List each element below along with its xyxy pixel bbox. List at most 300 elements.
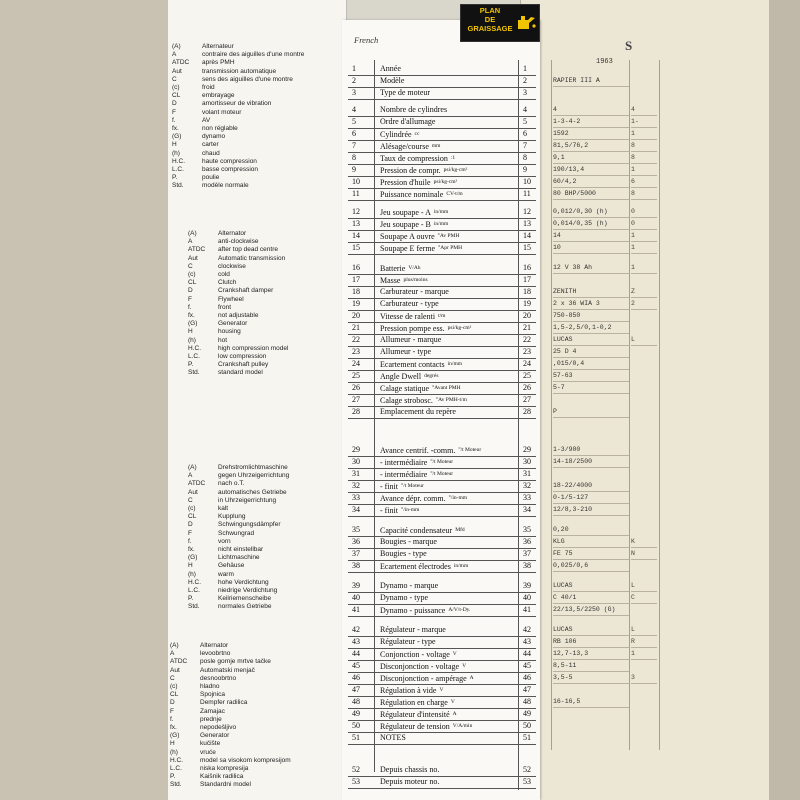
- spec-value: 60/4,2: [553, 176, 629, 188]
- legend-entry: [170, 683, 291, 691]
- row-number: 48: [352, 697, 360, 706]
- row-number: 42: [352, 625, 360, 634]
- plan-de-graissage-logo: [460, 4, 540, 42]
- legend-abbreviation: (A): [172, 43, 181, 50]
- legend-meaning: chaud: [202, 149, 220, 157]
- row-label-wrap: [380, 604, 470, 617]
- spec-value-next-column: K: [631, 536, 657, 548]
- legend-entry: [172, 68, 304, 76]
- legend-abbreviation: A: [188, 238, 193, 246]
- row-unit: A/V/t-Dy.: [448, 607, 471, 613]
- data-sheet-column-line: [629, 60, 630, 750]
- row-unit: °/t Moteur: [458, 447, 482, 453]
- row-label-wrap: [380, 406, 456, 418]
- row-number: 26: [352, 383, 360, 392]
- legend-abbreviation: Std.: [172, 182, 184, 190]
- legend-abbreviation: (c): [188, 271, 196, 279]
- spec-value: 1-3-4-2: [553, 116, 629, 128]
- legend-meaning: Clutch: [218, 279, 237, 287]
- legend-abbreviation: (G): [170, 732, 180, 740]
- legend-entry: [172, 43, 304, 51]
- row-number-right: 20: [523, 311, 531, 320]
- row-number-right: 39: [523, 581, 531, 590]
- data-sheet-year: 1963: [596, 58, 613, 66]
- legend-entry: [170, 691, 291, 699]
- row-unit: in/mm: [453, 563, 469, 569]
- legend-meaning: housing: [218, 328, 241, 336]
- legend-meaning: embrayage: [202, 92, 235, 100]
- row-number: 11: [352, 189, 360, 198]
- row-label: Pression pompe ess.: [380, 324, 445, 333]
- legend-entry: [188, 345, 288, 353]
- legend-meaning: Keilriemenscheibe: [218, 595, 272, 603]
- spec-row: [348, 604, 536, 617]
- legend-entry: [170, 708, 291, 716]
- row-number-right: 27: [523, 395, 531, 404]
- legend-meaning: low compression: [218, 353, 267, 361]
- legend-meaning: hot: [218, 336, 228, 344]
- legend-entry: [172, 84, 304, 92]
- row-unit: psi/kg-cm²: [443, 167, 468, 173]
- spec-row: [348, 504, 536, 517]
- row-number: 36: [352, 537, 360, 546]
- legend-entry: [188, 230, 288, 238]
- legend-entry: [188, 554, 289, 562]
- row-unit: °/t Moteur: [430, 459, 454, 465]
- row-label-wrap: [380, 580, 438, 592]
- logo-line-1: PLAN: [479, 6, 501, 15]
- legend-abbreviation: A: [170, 650, 175, 658]
- row-number-right: 22: [523, 335, 531, 344]
- legend-meaning: clockwise: [218, 262, 246, 270]
- row-number-right: 52: [523, 765, 531, 774]
- row-unit: plus/moins: [403, 277, 428, 283]
- spec-value-next-column: 4: [631, 104, 657, 116]
- legend-block: [172, 43, 304, 191]
- row-number-right: 1: [523, 64, 527, 73]
- legend-abbreviation: (c): [172, 84, 180, 92]
- row-label: - intermédiaire: [380, 470, 428, 479]
- row-unit: V: [462, 663, 467, 669]
- row-label: Ordre d'allumage: [380, 117, 436, 126]
- legend-meaning: Spojnica: [200, 691, 225, 699]
- legend-abbreviation: (h): [170, 748, 178, 756]
- row-number-right: 24: [523, 359, 531, 368]
- row-label: Ecartement contacts: [380, 360, 445, 369]
- row-number-right: 6: [523, 129, 527, 138]
- legend-meaning: volant moteur: [202, 108, 242, 116]
- spec-value: 18-22/4000: [553, 480, 629, 492]
- legend-meaning: modèle normale: [202, 182, 249, 190]
- spec-value: 14-18/2500: [553, 456, 629, 468]
- legend-meaning: not adjustable: [218, 312, 259, 320]
- row-label: Régulateur de tension: [380, 722, 450, 731]
- legend-abbreviation: P.: [188, 595, 194, 603]
- row-unit: °Avant PMH: [432, 385, 461, 391]
- row-number: 44: [352, 649, 360, 658]
- legend-abbreviation: CL: [188, 513, 197, 521]
- legend-abbreviation: H: [170, 740, 175, 748]
- row-unit: cc: [414, 131, 420, 137]
- legend-entry: [188, 521, 289, 529]
- legend-meaning: kučište: [200, 740, 221, 748]
- spec-value: 81,5/76,2: [553, 140, 629, 152]
- legend-meaning: model sa visokom kompresijom: [200, 756, 291, 764]
- spec-value-next-column: 8: [631, 188, 657, 200]
- legend-entry: [170, 781, 291, 789]
- spec-value-next-column: C: [631, 592, 657, 604]
- row-unit: °Av PMH-t/m: [435, 397, 467, 403]
- row-label: Allumeur - type: [380, 347, 432, 356]
- row-label-wrap: [380, 504, 419, 517]
- legend-entry: [170, 716, 291, 724]
- row-label-wrap: [380, 560, 468, 573]
- legend-entry: [188, 538, 289, 546]
- legend-meaning: Alternator: [200, 642, 229, 649]
- row-unit: °/t Moteur: [401, 483, 424, 489]
- spec-value: 12,7-13,3: [553, 648, 629, 660]
- legend-abbreviation: fx.: [188, 546, 195, 554]
- legend-entry: [188, 255, 288, 263]
- legend-meaning: Alternator: [218, 230, 247, 237]
- row-number-right: 35: [523, 525, 531, 534]
- spec-value-next-column: 0: [631, 218, 657, 230]
- legend-meaning: Schwingungsdämpfer: [218, 521, 281, 529]
- row-label: Conjonction - voltage: [380, 650, 450, 659]
- legend-entry: [188, 505, 289, 513]
- spec-value-next-column: 1: [631, 128, 657, 140]
- row-number-right: 37: [523, 549, 531, 558]
- legend-abbreviation: L.C.: [188, 587, 200, 595]
- legend-entry: [172, 59, 304, 67]
- legend-abbreviation: P.: [170, 773, 176, 781]
- legend-abbreviation: D: [172, 100, 177, 108]
- legend-meaning: levoobrtno: [200, 650, 231, 658]
- legend-entry: [188, 546, 289, 554]
- legend-entry: [188, 489, 289, 497]
- legend-entry: [188, 328, 288, 336]
- row-unit: °Apr PMH: [438, 245, 463, 251]
- legend-block: [170, 642, 291, 790]
- row-number: 1: [352, 64, 356, 73]
- spec-value: 0,012/0,30 (h): [553, 206, 629, 218]
- row-label-wrap: [380, 776, 439, 788]
- legend-entry: [188, 337, 288, 345]
- spec-value: ,015/0,4: [553, 358, 629, 370]
- legend-meaning: cold: [218, 271, 230, 279]
- row-label-wrap: [380, 87, 430, 99]
- row-number: 35: [352, 525, 360, 534]
- row-number-right: 12: [523, 207, 531, 216]
- legend-abbreviation: (c): [188, 505, 196, 513]
- legend-meaning: froid: [202, 84, 215, 92]
- row-number-right: 9: [523, 165, 527, 174]
- row-number-right: 13: [523, 219, 531, 228]
- spec-value: 2 x 36 WIA 3: [553, 298, 629, 310]
- row-number: 13: [352, 219, 360, 228]
- row-label: Capacité condensateur: [380, 526, 453, 535]
- legend-entry: [172, 76, 304, 84]
- data-sheet-corner-letter: S: [625, 38, 633, 53]
- row-unit: °/t Moteur: [430, 471, 454, 477]
- legend-meaning: AV: [202, 116, 211, 124]
- row-number: 25: [352, 371, 360, 380]
- legend-meaning: Gehäuse: [218, 562, 245, 570]
- row-number: 33: [352, 493, 360, 502]
- row-label: Taux de compression: [380, 154, 448, 163]
- legend-abbreviation: C: [172, 75, 177, 83]
- spec-value: 25 D 4: [553, 346, 629, 358]
- legend-entry: [188, 464, 289, 472]
- card-title: French: [354, 35, 379, 45]
- row-label: Année: [380, 64, 401, 73]
- legend-abbreviation: Aut: [188, 254, 198, 262]
- row-number: 40: [352, 593, 360, 602]
- legend-entry: [170, 773, 291, 781]
- row-number: 22: [352, 335, 360, 344]
- row-number: 14: [352, 231, 360, 240]
- legend-abbreviation: H: [188, 328, 193, 336]
- legend-abbreviation: D: [170, 699, 175, 707]
- row-number-right: 8: [523, 153, 527, 162]
- legend-meaning: kalt: [218, 505, 229, 513]
- row-label: Type de moteur: [380, 88, 431, 97]
- row-label: Allumeur - marque: [380, 335, 442, 344]
- row-label: Soupape E ferme: [380, 244, 436, 253]
- row-label-wrap: [380, 63, 401, 75]
- row-number: 19: [352, 299, 360, 308]
- spec-value-next-column: 1: [631, 648, 657, 660]
- row-unit: V/A/min: [452, 723, 473, 729]
- spec-value: LUCAS: [553, 334, 629, 346]
- legend-meaning: Generator: [218, 320, 248, 328]
- row-unit: in/mm: [433, 209, 449, 215]
- legend-abbreviation: C: [188, 496, 193, 504]
- row-number-right: 38: [523, 561, 531, 570]
- row-unit: °Av PMH: [437, 233, 460, 239]
- logo-line-2: DE: [484, 15, 496, 24]
- spec-value-next-column: 2: [631, 298, 657, 310]
- row-number-right: 23: [523, 347, 531, 356]
- legend-meaning: hladno: [200, 683, 220, 691]
- legend-entry: [188, 595, 289, 603]
- legend-abbreviation: (h): [188, 570, 196, 578]
- row-number-right: 31: [523, 469, 531, 478]
- legend-entry: [170, 650, 291, 658]
- row-number-right: 34: [523, 505, 531, 514]
- row-label: Avance centrif. -comm.: [380, 446, 456, 455]
- row-unit: degrés: [424, 373, 439, 379]
- row-label: Disconjonction - voltage: [380, 662, 460, 671]
- row-unit: :1: [450, 155, 456, 161]
- legend-meaning: after top dead centre: [218, 246, 278, 254]
- row-label: Jeu soupape - B: [380, 220, 431, 229]
- row-label: Régulateur - type: [380, 637, 436, 646]
- legend-entry: [188, 312, 288, 320]
- row-number: 28: [352, 407, 360, 416]
- legend-abbreviation: F: [188, 529, 192, 537]
- legend-abbreviation: H.C.: [170, 756, 183, 764]
- legend-abbreviation: C: [188, 262, 193, 270]
- row-label: Dynamo - puissance: [380, 606, 446, 615]
- row-number-right: 41: [523, 605, 531, 614]
- legend-abbreviation: fx.: [172, 125, 179, 133]
- row-label-wrap: [380, 286, 449, 298]
- legend-entry: [172, 100, 304, 108]
- row-number: 10: [352, 177, 360, 186]
- legend-entry: [188, 279, 288, 287]
- row-number-right: 36: [523, 537, 531, 546]
- spec-value: LUCAS: [553, 580, 629, 592]
- legend-entry: [172, 174, 304, 182]
- legend-abbreviation: f.: [188, 303, 192, 311]
- row-number: 38: [352, 561, 360, 570]
- spec-value: RAPIER III A: [553, 75, 629, 87]
- row-label-wrap: [380, 334, 441, 346]
- legend-abbreviation: ATDC: [188, 480, 206, 488]
- row-unit: CV-t/m: [446, 191, 463, 197]
- legend-entry: [188, 361, 288, 369]
- legend-entry: [188, 513, 289, 521]
- legend-meaning: desnoobrtno: [200, 674, 237, 682]
- legend-meaning: contraire des aiguilles d'une montre: [202, 51, 305, 59]
- legend-meaning: nicht einstellbar: [218, 546, 264, 554]
- row-label: Cylindrée: [380, 130, 412, 139]
- spec-value: 12/8,3-210: [553, 504, 629, 516]
- spec-value: C 40/1: [553, 592, 629, 604]
- spec-value-next-column: 1: [631, 242, 657, 254]
- row-number: 20: [352, 311, 360, 320]
- row-unit: in/mm: [433, 221, 449, 227]
- row-number: 50: [352, 721, 360, 730]
- legend-abbreviation: (A): [170, 642, 179, 649]
- legend-meaning: Drehstromlichtmaschine: [218, 464, 288, 471]
- legend-abbreviation: H: [188, 562, 193, 570]
- legend-entry: [172, 51, 304, 59]
- row-number: 47: [352, 685, 360, 694]
- row-number-right: 49: [523, 709, 531, 718]
- legend-abbreviation: Std.: [170, 781, 182, 789]
- legend-abbreviation: H.C.: [188, 578, 201, 586]
- spec-value: 14: [553, 230, 629, 242]
- row-number-right: 2: [523, 76, 527, 85]
- row-label: Régulateur d'intensité: [380, 710, 450, 719]
- legend-meaning: gegen Uhrzeigerrichtung: [218, 472, 290, 480]
- row-number: 17: [352, 275, 360, 284]
- legend-entry: [170, 724, 291, 732]
- spec-value-next-column: L: [631, 334, 657, 346]
- row-number-right: 19: [523, 299, 531, 308]
- legend-abbreviation: D: [188, 287, 193, 295]
- row-number: 43: [352, 637, 360, 646]
- spec-value-next-column: 8: [631, 140, 657, 152]
- row-number-right: 53: [523, 777, 531, 786]
- legend-entry: [172, 92, 304, 100]
- spec-value: 22/13,5/2250 (G): [553, 604, 629, 616]
- spec-value: ZENITH: [553, 286, 629, 298]
- row-number-right: 7: [523, 141, 527, 150]
- legend-abbreviation: F: [188, 295, 192, 303]
- legend-meaning: haute compression: [202, 157, 257, 165]
- legend-abbreviation: L.C.: [172, 166, 184, 174]
- row-number-right: 15: [523, 243, 531, 252]
- legend-abbreviation: (A): [188, 230, 197, 237]
- row-number-right: 3: [523, 88, 527, 97]
- spec-value: 1-3/900: [553, 444, 629, 456]
- legend-abbreviation: (G): [172, 133, 182, 141]
- row-label: Angle Dwell: [380, 372, 422, 381]
- oil-can-icon: [515, 11, 537, 33]
- row-label-wrap: [380, 188, 463, 201]
- spec-value-next-column: N: [631, 548, 657, 560]
- row-number-right: 28: [523, 407, 531, 416]
- spec-value: KLG: [553, 536, 629, 548]
- legend-abbreviation: (A): [188, 464, 197, 471]
- legend-entry: [172, 125, 304, 133]
- legend-entry: [188, 263, 288, 271]
- legend-meaning: high compression model: [218, 344, 289, 352]
- spec-value-next-column: 8: [631, 152, 657, 164]
- row-label: Jeu soupape - A: [380, 208, 431, 217]
- spec-value: 57-63: [553, 370, 629, 382]
- row-number-right: 30: [523, 457, 531, 466]
- legend-entry: [172, 150, 304, 158]
- row-label: Puissance nominale: [380, 190, 444, 199]
- row-label: Régulateur - marque: [380, 625, 446, 634]
- spec-value-next-column: 6: [631, 176, 657, 188]
- legend-meaning: anti-clockwise: [218, 238, 259, 246]
- legend-entry: [188, 304, 288, 312]
- row-label: Nombre de cylindres: [380, 105, 448, 114]
- spec-value: 9,1: [553, 152, 629, 164]
- spec-value: 8,5-11: [553, 660, 629, 672]
- row-number: 2: [352, 76, 356, 85]
- legend-entry: [170, 757, 291, 765]
- legend-abbreviation: f.: [170, 715, 174, 723]
- row-number: 30: [352, 457, 360, 466]
- spec-value-next-column: L: [631, 580, 657, 592]
- legend-entry: [188, 571, 289, 579]
- legend-meaning: Automatski menjač: [200, 666, 255, 674]
- spec-value: 190/13,4: [553, 164, 629, 176]
- french-card: [342, 20, 540, 800]
- legend-meaning: carter: [202, 141, 219, 149]
- legend-meaning: prednje: [200, 715, 222, 723]
- row-number-right: 47: [523, 685, 531, 694]
- legend-abbreviation: L.C.: [188, 353, 200, 361]
- legend-entry: [188, 579, 289, 587]
- spec-value: 1592: [553, 128, 629, 140]
- legend-abbreviation: (G): [188, 554, 198, 562]
- right-number-divider: [518, 60, 519, 790]
- spec-value: 4: [553, 104, 629, 116]
- legend-entry: [188, 238, 288, 246]
- legend-meaning: Generator: [200, 732, 230, 740]
- row-number: 29: [352, 445, 360, 454]
- spec-value-next-column: 1-: [631, 116, 657, 128]
- legend-abbreviation: Aut: [170, 666, 180, 674]
- row-label: Soupape A ouvre: [380, 232, 435, 241]
- row-label: Modèle: [380, 76, 405, 85]
- row-label: Bougies - marque: [380, 537, 437, 546]
- row-number: 15: [352, 243, 360, 252]
- row-label: Depuis moteur no.: [380, 777, 440, 786]
- row-number: 3: [352, 88, 356, 97]
- legend-meaning: nepodešljivo: [200, 724, 237, 732]
- spec-row: [348, 87, 536, 100]
- spec-value-next-column: 1: [631, 164, 657, 176]
- spec-value: P: [553, 406, 629, 418]
